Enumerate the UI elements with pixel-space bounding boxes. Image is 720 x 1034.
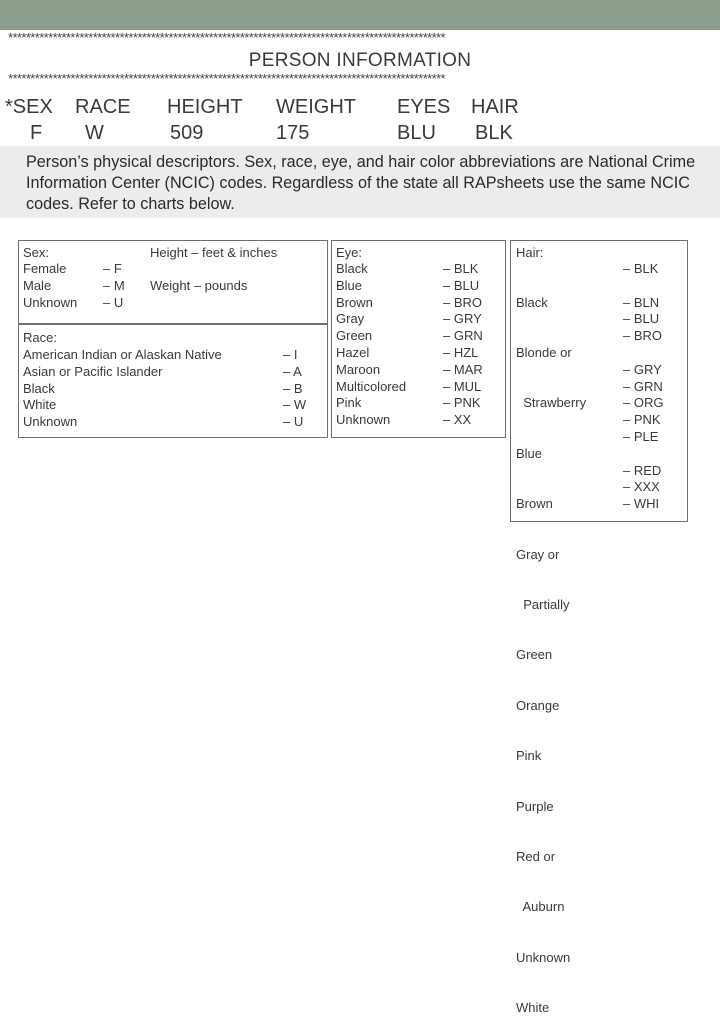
race-code: – U bbox=[283, 414, 304, 430]
eye-label: Green bbox=[336, 328, 373, 344]
race-code: – A bbox=[283, 363, 302, 379]
sex-label: Male bbox=[23, 277, 52, 293]
eye-labels bbox=[336, 261, 406, 429]
hair-label: Blonde or bbox=[516, 344, 572, 360]
race-codes bbox=[283, 347, 306, 431]
hair-code: – XXX bbox=[623, 479, 660, 495]
eye-label: Pink bbox=[336, 395, 362, 411]
hair-code bbox=[623, 446, 663, 463]
eye-label: Black bbox=[336, 261, 368, 276]
race-labels bbox=[23, 347, 222, 431]
asterisk-divider-top: ************************************************************************************************** bbox=[8, 31, 445, 45]
hair-label: Orange bbox=[516, 697, 560, 713]
hair-code: – BLN bbox=[623, 294, 660, 310]
header-sex: *SEX bbox=[5, 96, 53, 118]
hair-code: – WHI bbox=[623, 496, 660, 512]
race-label: Asian or Pacific Islander bbox=[23, 363, 163, 379]
hair-code: – GRY bbox=[623, 361, 662, 377]
eye-code: – HZL bbox=[443, 344, 479, 360]
eye-code: – GRY bbox=[443, 311, 482, 327]
eye-code: – MUL bbox=[443, 378, 482, 394]
hair-label: Partially bbox=[516, 596, 570, 612]
eye-label: Unknown bbox=[336, 412, 391, 428]
value-eyes: BLU bbox=[397, 122, 436, 144]
hair-label: Green bbox=[516, 647, 553, 663]
race-label: Unknown bbox=[23, 414, 78, 430]
hair-label: Strawberry bbox=[516, 395, 587, 411]
eye-chart-title: Eye: bbox=[336, 245, 363, 260]
eye-code: – BLU bbox=[443, 277, 480, 293]
race-code: – I bbox=[283, 347, 298, 362]
hair-code: – PNK bbox=[623, 412, 661, 428]
eye-code: – BLK bbox=[443, 261, 479, 276]
note-text: Person’s physical descriptors. Sex, race, eye, and hair color abbreviations are National Crime Information Center (NCIC) codes. Regardless of the state all RAPsheets use the same NCIC codes. Refer to charts below. bbox=[26, 153, 696, 213]
sex-label: Unknown bbox=[23, 294, 78, 310]
hair-chart-title: Hair: bbox=[516, 245, 544, 260]
value-weight: 175 bbox=[276, 122, 310, 144]
value-height: 509 bbox=[170, 122, 204, 144]
race-label: White bbox=[23, 397, 57, 413]
hair-code: – BLK bbox=[623, 261, 659, 276]
top-color-bar bbox=[0, 0, 720, 30]
hair-code: – PLE bbox=[623, 428, 659, 444]
eye-code: – GRN bbox=[443, 328, 483, 344]
section-title: PERSON INFORMATION bbox=[248, 50, 472, 71]
sex-code: – F bbox=[103, 261, 122, 276]
eye-code: – PNK bbox=[443, 395, 481, 411]
sex-labels bbox=[23, 261, 77, 311]
header-eyes: EYES bbox=[397, 96, 451, 118]
hair-label: Unknown bbox=[516, 949, 571, 965]
sex-code: – U bbox=[103, 294, 124, 310]
sex-label: Female bbox=[23, 261, 67, 276]
race-label: American Indian or Alaskan Native bbox=[23, 347, 222, 362]
hair-label: Auburn bbox=[516, 899, 565, 915]
hair-labels bbox=[516, 261, 586, 1034]
hair-label: White bbox=[516, 1000, 550, 1016]
race-code: – W bbox=[283, 397, 307, 413]
eye-label: Brown bbox=[336, 294, 373, 310]
sex-chart-title: Sex: bbox=[23, 245, 50, 260]
race-code: – B bbox=[283, 380, 303, 396]
eye-code: – MAR bbox=[443, 361, 483, 377]
value-sex: F bbox=[30, 122, 43, 144]
hair-code: – BLU bbox=[623, 311, 660, 327]
hair-label: Gray or bbox=[516, 546, 560, 562]
value-race: W bbox=[85, 122, 104, 144]
header-height: HEIGHT bbox=[167, 96, 243, 118]
hair-label: Red or bbox=[516, 848, 556, 864]
hair-code: – GRN bbox=[623, 378, 663, 394]
hair-code: – ORG bbox=[623, 395, 664, 411]
race-label: Black bbox=[23, 380, 55, 396]
eye-codes bbox=[443, 261, 483, 429]
value-hair: BLK bbox=[475, 122, 513, 144]
eye-label: Hazel bbox=[336, 344, 370, 360]
header-race: RACE bbox=[75, 96, 131, 118]
eye-label: Maroon bbox=[336, 361, 381, 377]
hair-label: Black bbox=[516, 294, 548, 310]
header-hair: HAIR bbox=[471, 96, 519, 118]
weight-note: Weight – pounds bbox=[150, 278, 248, 293]
hair-label: Pink bbox=[516, 748, 542, 764]
hair-code bbox=[623, 278, 663, 295]
eye-code: – BRO bbox=[443, 294, 483, 310]
hair-code bbox=[623, 345, 663, 362]
hair-code: – BRO bbox=[623, 328, 663, 344]
hair-label: Blue bbox=[516, 445, 543, 461]
sex-codes bbox=[103, 261, 125, 311]
hair-label: Brown bbox=[516, 496, 553, 512]
race-chart-title: Race: bbox=[23, 330, 57, 345]
asterisk-divider-bottom: ************************************************************************************************** bbox=[8, 72, 445, 86]
eye-label: Gray bbox=[336, 311, 365, 327]
hair-label: Purple bbox=[516, 798, 554, 814]
header-weight: WEIGHT bbox=[276, 96, 356, 118]
height-note: Height – feet & inches bbox=[150, 245, 278, 260]
hair-codes bbox=[623, 261, 663, 513]
hair-code: – RED bbox=[623, 462, 662, 478]
eye-code: – XX bbox=[443, 412, 472, 428]
eye-label: Multicolored bbox=[336, 378, 407, 394]
sex-code: – M bbox=[103, 277, 125, 293]
eye-label: Blue bbox=[336, 277, 363, 293]
